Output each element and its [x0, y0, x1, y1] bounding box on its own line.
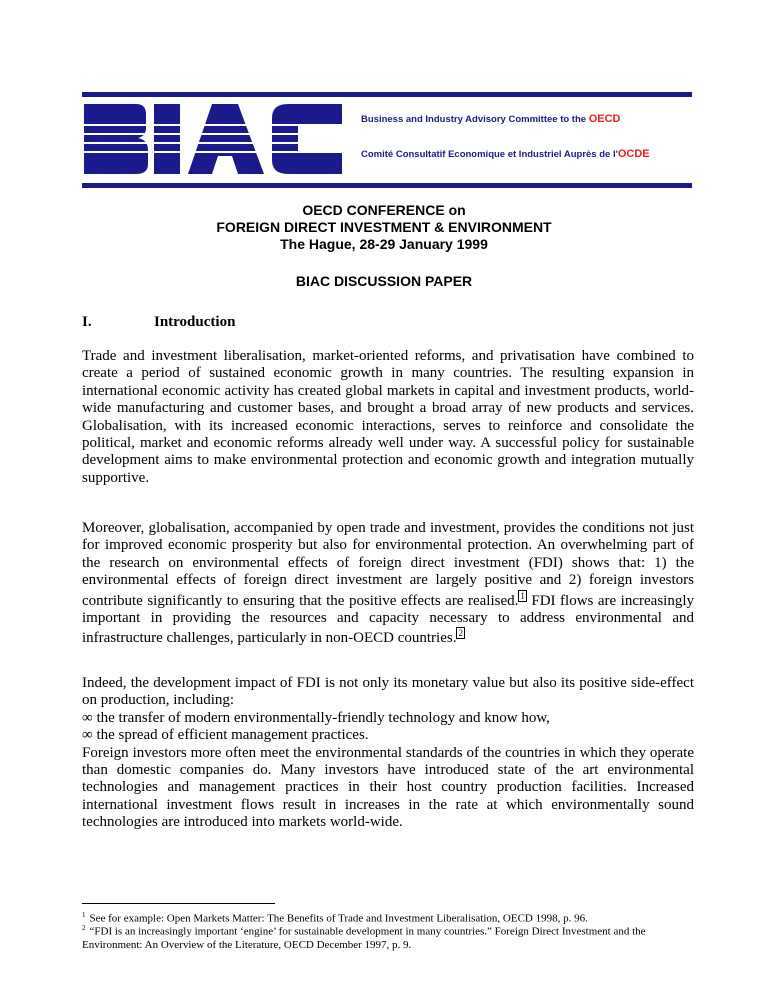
tagline-english-text: Business and Industry Advisory Committee to the [361, 114, 587, 125]
header-bottom-rule [82, 183, 692, 188]
bullet-item-technology-transfer: ∞ the transfer of modern environmentally-friendly technology and know how, [82, 709, 550, 726]
tagline-french-text: Comité Consultatif Economique et Industriel Auprès de l' [361, 149, 618, 160]
conference-title-line-2: FOREIGN DIRECT INVESTMENT & ENVIRONMENT [216, 219, 552, 235]
footnote-2-number: 2 [82, 924, 86, 932]
conference-location-date: The Hague, 28-29 January 1999 [280, 236, 488, 252]
footnote-separator [82, 903, 275, 904]
footnote-1-text: See for example: Open Markets Matter: The Benefits of Trade and Investment Liberalisation, OECD 1998, p. 96. [89, 912, 588, 925]
section-title: Introduction [154, 314, 236, 330]
paragraph-3 [82, 675, 694, 832]
footnote-reference-1[interactable]: 1 [520, 590, 525, 601]
section-number: I. [82, 314, 92, 330]
tagline-french-accent: OCDE [617, 148, 650, 160]
paragraph-3-intro: Indeed, the development impact of FDI is not only its monetary value but also its positive side-effect on production, including: [82, 675, 694, 709]
tagline-french [361, 148, 650, 160]
bullet-item-management-practices: ∞ the spread of efficient management practices. [82, 727, 369, 744]
paragraph-2-text-b: FDI flows are increasingly important in providing the resources and capacity necessary to address environmental and infrastructure challenges, particularly in non-OECD countries. [82, 592, 694, 647]
tagline-english [361, 113, 620, 125]
conference-title-line-1: OECD CONFERENCE on [302, 202, 466, 218]
footnote-reference-2[interactable]: 2 [458, 628, 463, 639]
tagline-english-accent: OECD [588, 113, 621, 125]
header-top-rule [82, 92, 692, 97]
paragraph-3-rest: Foreign investors more often meet the environmental standards of the countries in which they operate than domestic companies do. Many investors have introduced state of the art environmental technologies and management practices in their host country production facilities. Increased international investment flows result in increases in the rate at which environmentally sound technologies are introduced into markets world-wide. [82, 744, 694, 831]
footnote-2 [82, 922, 694, 952]
paragraph-1-text: Trade and investment liberalisation, market-oriented reforms, and privatisation have combined to create a period of sustained economic growth in many countries. The resulting expansion in international economic activity has created global markets in capital and investment products, world-wide manufacturing and customer bases, and brought a broad array of new products and services. Globalisation, with its increased economic interactions, serves to reinforce and consolidate the political, market and economic reforms already well under way. A successful policy for sustainable development aims to make environmental protection and economic growth and integration mutually supportive. [82, 348, 694, 486]
paper-subtitle: BIAC DISCUSSION PAPER [295, 273, 473, 289]
footnote-1-number: 1 [82, 911, 86, 919]
paragraph-2-text-a: Moreover, globalisation, accompanied by open trade and investment, provides the conditions not just for improved economic prosperity but also for environmental protection. An overwhelming part of the research on environmental effects of foreign direct investment (FDI) shows that: 1) the environmental effects of foreign direct investment are largely positive and 2) foreign investors contribute significantly to ensuring that the positive effects are realised. [82, 520, 694, 609]
footnote-2-text: “FDI is an increasingly important ‘engine’ for sustainable development in many countries.” Foreign Direct Investment and the Environment: An Overview of the Literature, OECD December 1997, p. 9. [82, 925, 646, 951]
biac-logo [84, 100, 346, 180]
paragraph-1 [82, 348, 694, 487]
paragraph-2 [82, 520, 694, 648]
